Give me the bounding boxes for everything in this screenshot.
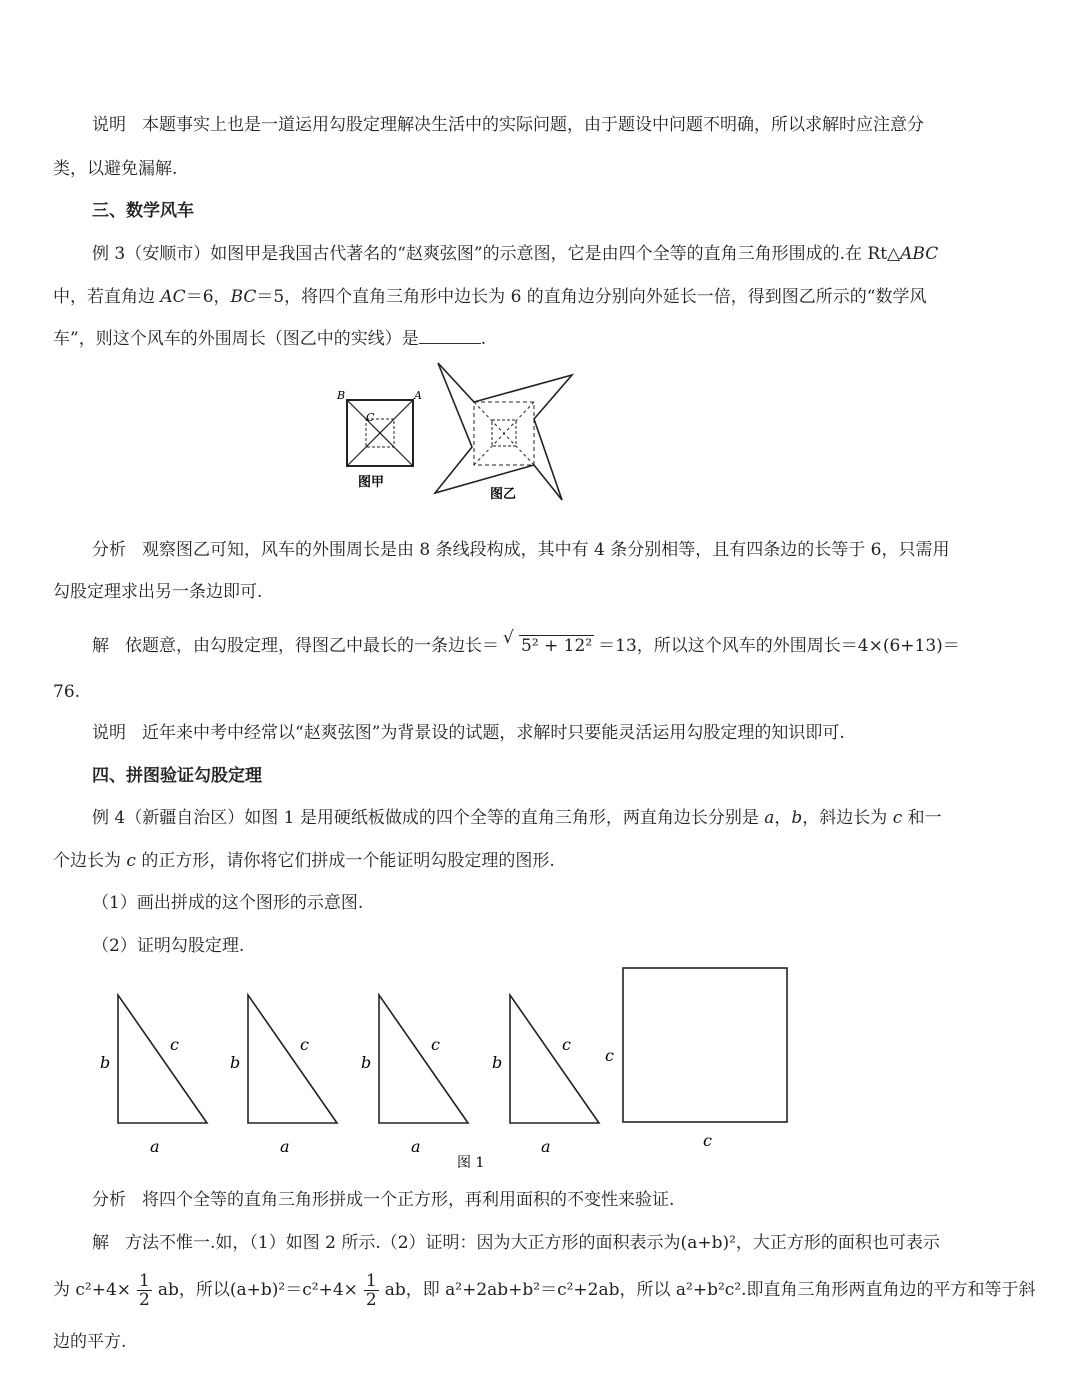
square-side-left: c [605, 1046, 614, 1065]
figure-1-triangles-and-square [90, 960, 810, 1180]
solution4-text-2b: ab，所以(a+b)²＝c²+4× [157, 1280, 358, 1300]
question-1: （1）画出拼成的这个图形的示意图. [92, 893, 364, 913]
label-b: B [337, 389, 346, 402]
note-text-line2: 类，以避免漏解. [53, 159, 178, 179]
fraction-half-2 [364, 1272, 379, 1309]
tri4-side-b: b [492, 1053, 503, 1072]
example4-text-c: 和一 [902, 808, 942, 828]
fraction-half-1 [137, 1272, 152, 1309]
solution4-line2 [53, 1270, 1036, 1310]
caption-figure-b: 图乙 [490, 487, 517, 502]
radical-sign: √ [503, 628, 514, 648]
solution3-line2: 76. [53, 682, 81, 702]
triangle-3 [361, 995, 468, 1156]
var-a: a [764, 808, 775, 828]
side-ac: AC [160, 287, 186, 307]
answer-blank [419, 327, 481, 344]
tri1-side-c: c [170, 1035, 179, 1054]
analysis4 [92, 1188, 674, 1212]
example3-line1 [92, 242, 938, 266]
label-a: A [414, 389, 422, 402]
frac-denominator: 2 [139, 1290, 150, 1310]
tri4-side-c: c [562, 1035, 571, 1054]
var-c-2: c [126, 851, 136, 871]
tri1-side-b: b [100, 1053, 111, 1072]
label-c: C [366, 411, 375, 424]
frac-numerator: 1 [139, 1271, 150, 1291]
analysis3-line2: 勾股定理求出另一条边即可. [53, 582, 263, 602]
tri1-side-a: a [150, 1137, 160, 1156]
note-text-line1: 本题事实上也是一道运用勾股定理解决生活中的实际问题，由于题设中问题不明确，所以求解时应注意分 [142, 115, 924, 135]
tri3-side-b: b [361, 1053, 372, 1072]
example4-line2 [53, 849, 555, 873]
tri2-side-b: b [230, 1053, 241, 1072]
example4-text-d: 个边长为 [53, 851, 127, 871]
example4-text-e: 的正方形，请你将它们拼成一个能证明勾股定理的图形. [135, 851, 555, 871]
square-root [503, 628, 594, 658]
section-title-3: 三、数学风车 [92, 201, 194, 221]
note3 [92, 721, 845, 745]
note3-text: 近年来中考中经常以“赵爽弦图”为背景设的试题，求解时只要能灵活运用勾股定理的知识即可. [142, 723, 845, 743]
tri3-side-a: a [411, 1137, 421, 1156]
example3-text-c: ＝5，将四个直角三角形中边长为 6 的直角边分别向外延长一倍，得到图乙所示的“数学风 [256, 287, 927, 307]
analysis4-label: 分析 [92, 1190, 126, 1210]
figure-windmill [430, 355, 580, 505]
tri4-side-a: a [541, 1137, 551, 1156]
example3-text: 例 3（安顺市）如图甲是我国古代著名的“赵爽弦图”的示意图，它是由四个全等的直角三角形围成的.在 Rt△ [92, 244, 901, 264]
caption-figure-a: 图甲 [358, 475, 385, 490]
question-2: （2）证明勾股定理. [92, 936, 245, 956]
example3-line3 [53, 327, 486, 351]
note3-label: 说明 [92, 723, 126, 743]
note-paragraph-1 [92, 113, 924, 137]
analysis3-text: 观察图乙可知，风车的外围周长是由 8 条线段构成，其中有 4 条分别相等，且有四条边的长等于 6，只需用 [142, 540, 950, 560]
solution3-text-b: ＝13，所以这个风车的外围周长＝4×(6+13)＝ [598, 636, 960, 656]
triangle-1 [100, 995, 207, 1156]
square-c [605, 968, 787, 1150]
triangle-4 [492, 995, 599, 1156]
figure-1-caption: 图 1 [457, 1155, 485, 1171]
figure-zhao-shuang-diagram [330, 385, 430, 495]
side-bc: BC [230, 287, 257, 307]
var-c: c [892, 808, 903, 828]
example3-period: . [480, 329, 487, 349]
analysis-label: 分析 [92, 540, 126, 560]
tri2-side-c: c [300, 1035, 309, 1054]
square-side-bottom: c [703, 1131, 712, 1150]
tri2-side-a: a [280, 1137, 290, 1156]
solution-label: 解 [92, 636, 109, 656]
example4-text-a: 例 4（新疆自治区）如图 1 是用硬纸板做成的四个全等的直角三角形，两直角边长分别是 [92, 808, 765, 828]
solution3-line1 [92, 628, 960, 658]
frac-denominator-2: 2 [365, 1290, 377, 1310]
solution4-text-1: 方法不惟一.如，（1）如图 2 所示.（2）证明：因为大正方形的面积表示为(a+b)²，大正方形的面积也可表示 [125, 1233, 940, 1253]
example3-text-a: 中，若直角边 [53, 287, 161, 307]
section-title-4: 四、拼图验证勾股定理 [92, 766, 262, 786]
analysis4-text: 将四个全等的直角三角形拼成一个正方形，再利用面积的不变性来验证. [142, 1190, 675, 1210]
var-b: b [791, 808, 803, 828]
solution4-line1 [92, 1231, 940, 1255]
solution4-line3: 边的平方. [53, 1332, 127, 1352]
example3-line2 [53, 285, 927, 309]
radicand: 5² + 12² [521, 636, 593, 656]
windmill-outline [435, 363, 572, 500]
frac-numerator-2: 1 [365, 1271, 377, 1291]
solution4-text-2c: ab，即 a²+2ab+b²＝c²+2ab，所以 a²+b²c².即直角三角形两直角边的平方和等于斜 [384, 1280, 1036, 1300]
note-label: 说明 [92, 115, 126, 135]
example4-line1 [92, 806, 942, 830]
triangle-2 [230, 995, 337, 1156]
example3-text-3: 车”，则这个风车的外围周长（图乙中的实线）是 [53, 329, 419, 349]
solution4-label: 解 [92, 1233, 109, 1253]
example4-text-b: ，斜边长为 [802, 808, 893, 828]
example3-text-b: ＝6， [185, 287, 231, 307]
solution3-text-a: 依题意，由勾股定理，得图乙中最长的一条边长＝ [125, 636, 499, 656]
triangle-name: ABC [900, 244, 939, 264]
analysis3-line1 [92, 538, 949, 562]
comma: ， [774, 808, 792, 828]
solution4-text-2a: 为 c²+4× [53, 1280, 132, 1300]
tri3-side-c: c [431, 1035, 440, 1054]
